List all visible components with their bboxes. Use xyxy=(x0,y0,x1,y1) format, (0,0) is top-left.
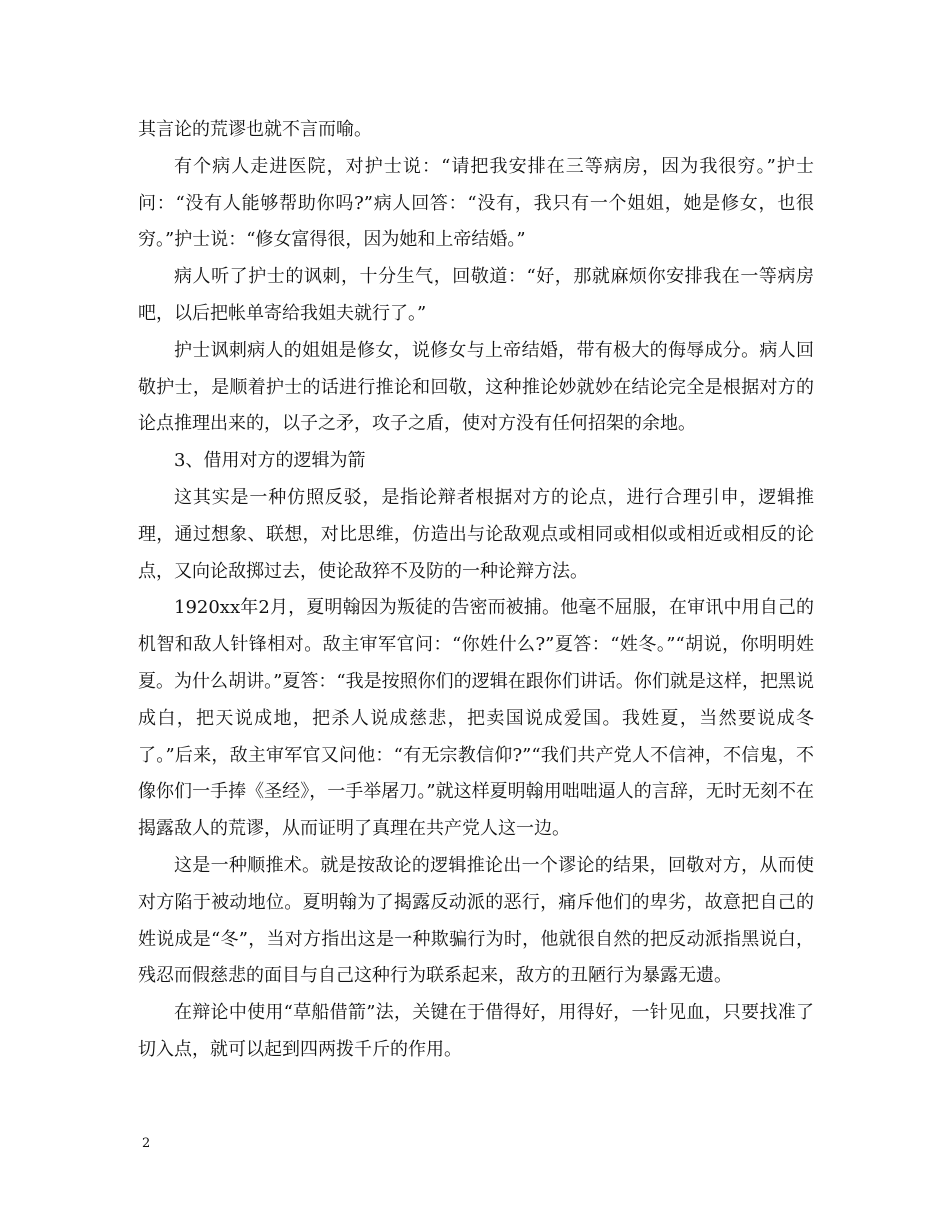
paragraph-definition: 这其实是一种仿照反驳，是指论辩者根据对方的论点，进行合理引申，逻辑推理，通过想象、联想，对比思维，仿造出与论敌观点或相同或相似或相近或相反的论点，又向论敌掷过去，使论敌猝不及防的一种论辩方法。 xyxy=(138,486,814,582)
section-heading: 3、借用对方的逻辑为箭 xyxy=(174,450,366,472)
paragraph-analysis: 护士讽刺病人的姐姐是修女，说修女与上帝结婚，带有极大的侮辱成分。病人回敬护士，是顺着护士的话进行推论和回敬，这种推论妙就妙在结论完全是根据对方的论点推理出来的，以子之矛，攻子之盾，使对方没有任何招架的余地。 xyxy=(138,339,814,435)
paragraph-reasoning: 这是一种顺推术。就是按敌论的逻辑推论出一个谬论的结果，回敬对方，从而使对方陷于被动地位。夏明翰为了揭露反动派的恶行，痛斥他们的卑劣，故意把自己的姓说成是“冬”，当对方指出这是一种欺骗行为时，他就很自然的把反动派指黑说白，残忍而假慈悲的面目与自己这种行为联系起来，敌方的丑陋行为暴露无遗。 xyxy=(138,854,814,987)
paragraph-patient-retort: 病人听了护士的讽刺，十分生气，回敬道：“好，那就麻烦你安排我在一等病房吧，以后把帐单寄给我姐夫就行了。” xyxy=(138,266,814,324)
paragraph-conclusion: 在辩论中使用“草船借箭”法，关键在于借得好，用得好，一针见血，只要找准了切入点，就可以起到四两拨千斤的作用。 xyxy=(138,1002,814,1060)
paragraph-continuation: 其言论的荒谬也就不言而喻。 xyxy=(138,119,372,140)
page-number: 2 xyxy=(142,1136,151,1151)
document-body xyxy=(138,112,814,1069)
paragraph-patient-request: 有个病人走进医院，对护士说：“请把我安排在三等病房，因为我很穷。”护士问：“没有人能够帮助你吗?”病人回答：“没有，我只有一个姐姐，她是修女，也很穷。”护士说：“修女富得很，因为她和上帝结婚。” xyxy=(138,155,814,251)
paragraph-xia-minghan-story: 1920xx年2月，夏明翰因为叛徒的告密而被捕。他毫不屈服，在审讯中用自己的机智和敌人针锋相对。敌主审军官问：“你姓什么?”夏答：“姓冬。”“胡说，你明明姓夏。为什么胡讲。”夏答：“我是按照你们的逻辑在跟你们讲话。你们就是这样，把黑说成白，把天说成地，把杀人说成慈悲，把卖国说成爱国。我姓夏，当然要说成冬了。”后来，敌主审军官又问他：“有无宗教信仰?”“我们共产党人不信神，不信鬼，不像你们一手捧《圣经》，一手举屠刀。”就这样夏明翰用咄咄逼人的言辞，无时无刻不在揭露敌人的荒谬，从而证明了真理在共产党人这一边。 xyxy=(138,597,814,840)
